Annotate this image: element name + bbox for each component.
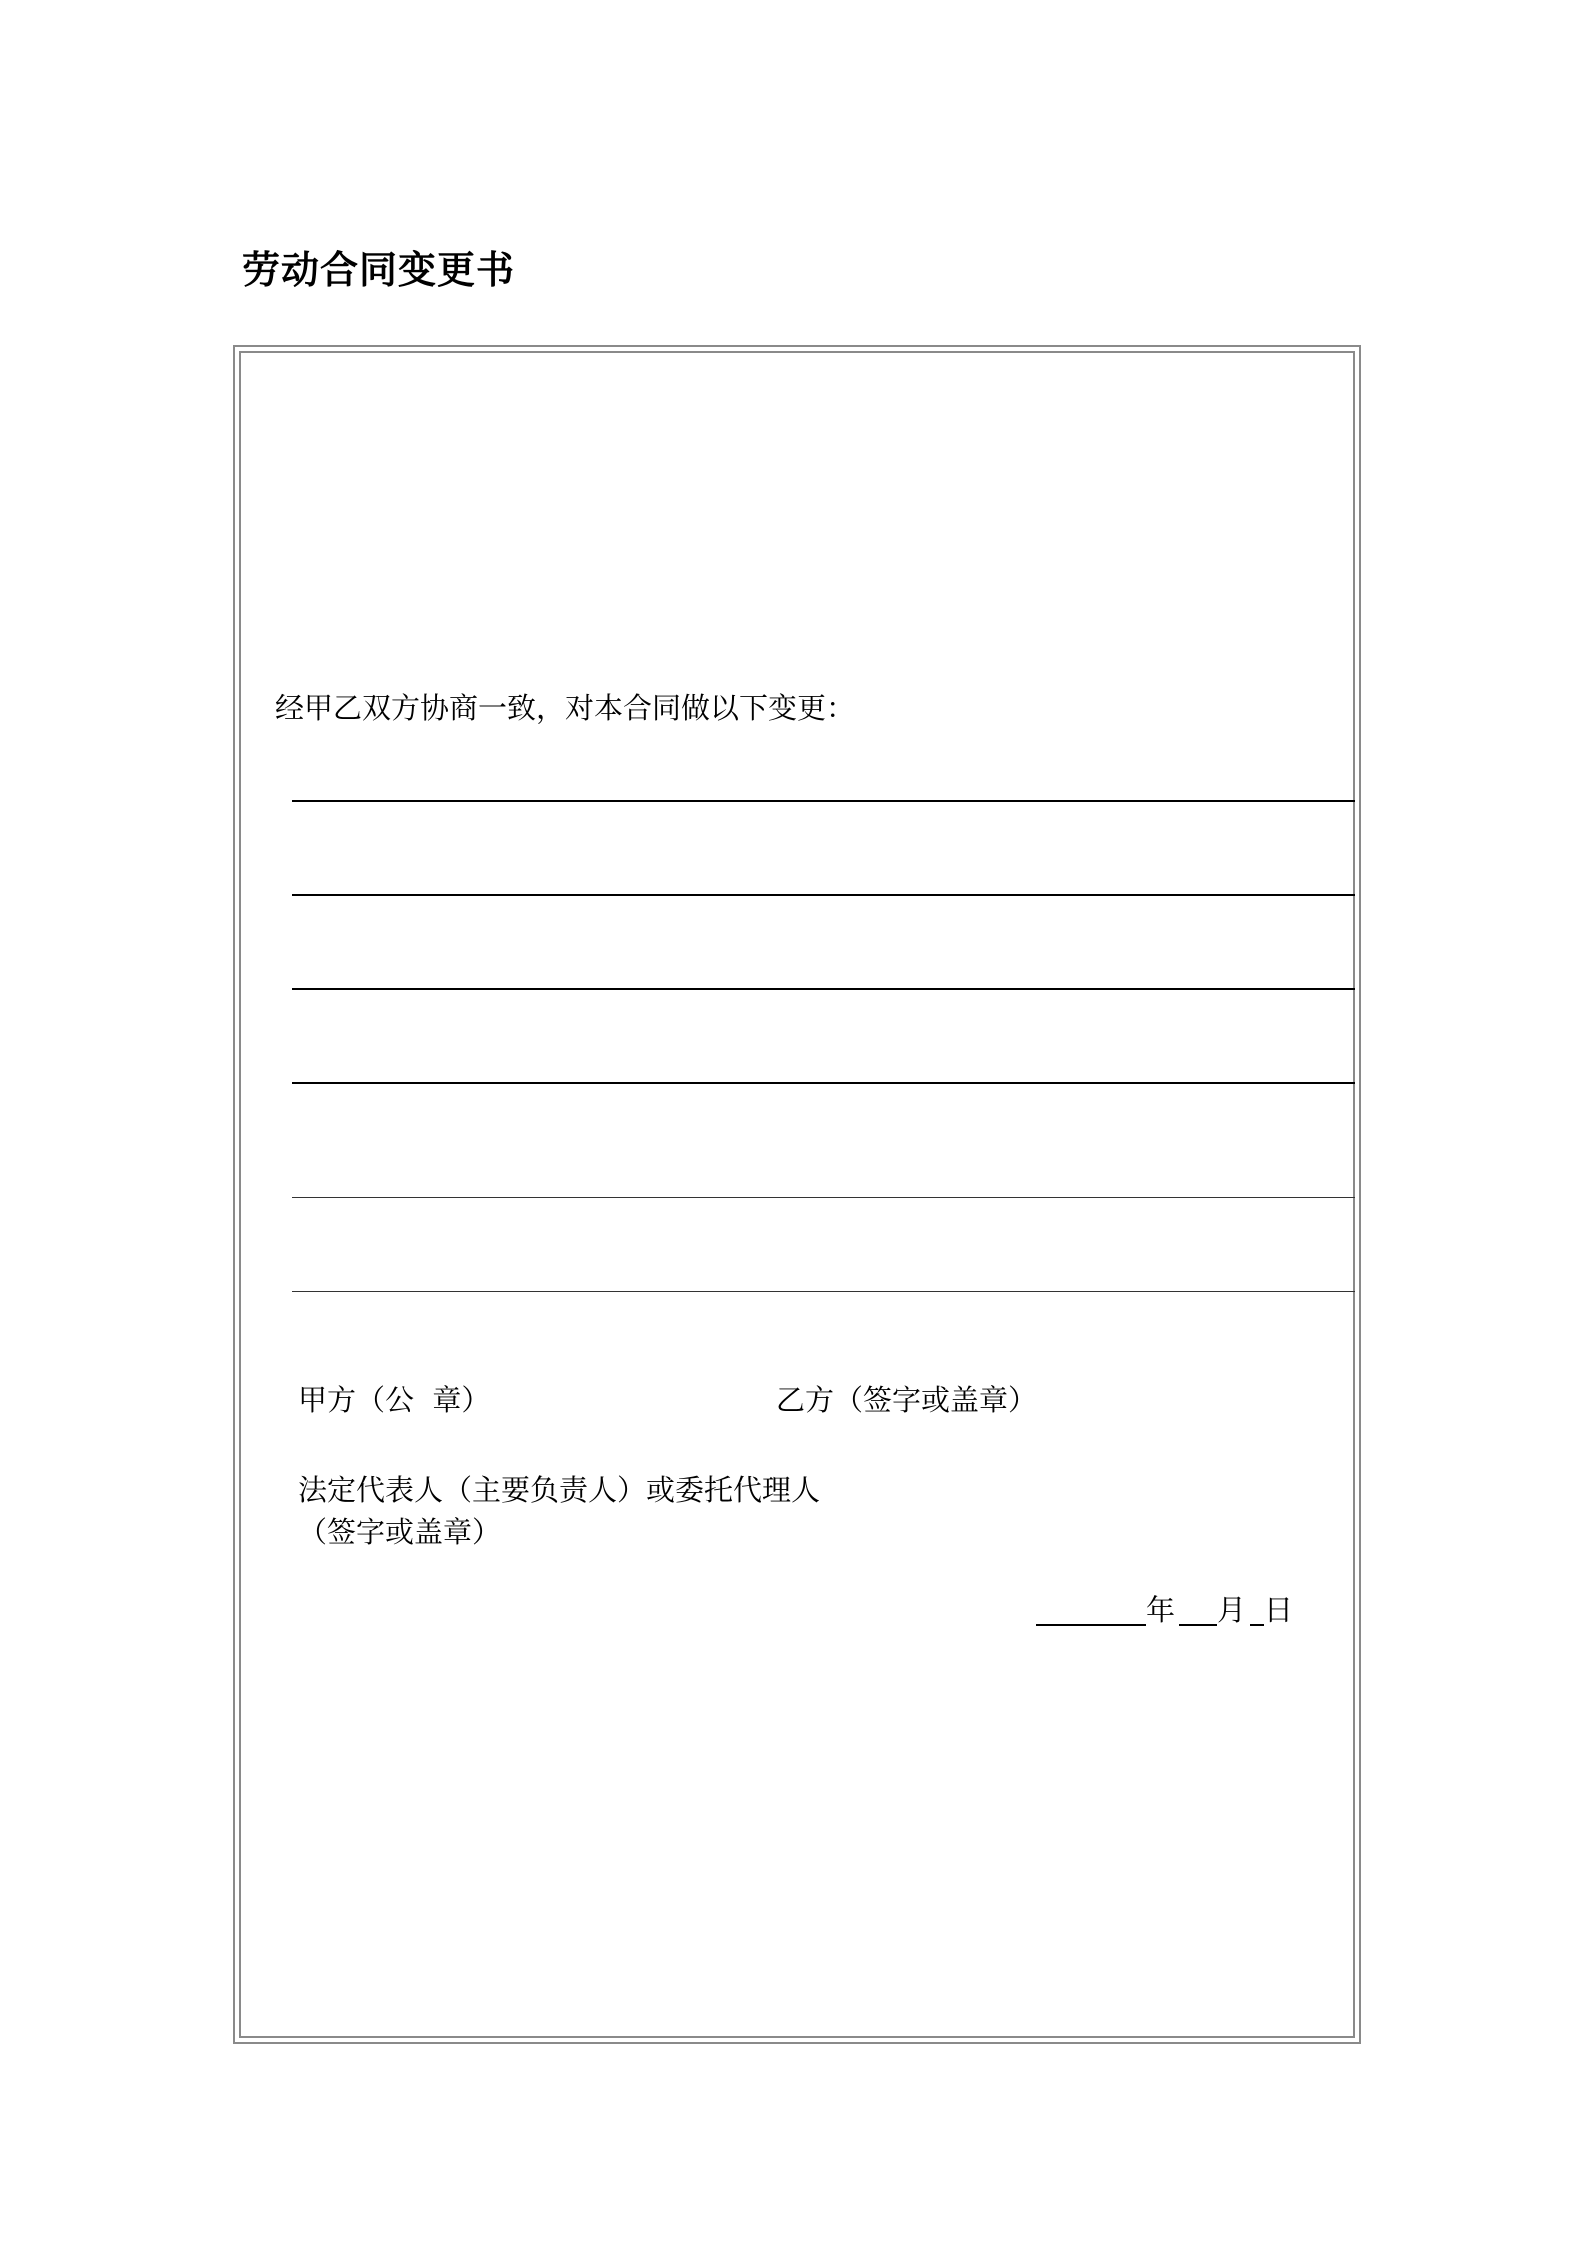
party-a-seal-label: 甲方（公 章）	[298, 1383, 491, 1417]
change-intro-text: 经甲乙双方协商一致，对本合同做以下变更：	[275, 691, 856, 725]
day-blank[interactable]	[1250, 1592, 1264, 1626]
day-label: 日	[1264, 1593, 1294, 1627]
change-entry-line-6[interactable]	[292, 1291, 1355, 1292]
change-entry-line-1[interactable]	[292, 800, 1355, 802]
legal-representative-signature-label: （签字或盖章）	[298, 1515, 502, 1549]
legal-representative-label: 法定代表人（主要负责人）或委托代理人	[298, 1473, 821, 1507]
form-frame-inner	[239, 351, 1355, 2038]
change-entry-line-4[interactable]	[292, 1082, 1355, 1084]
document-title: 劳动合同变更书	[242, 248, 516, 292]
date-line	[1036, 1590, 1293, 1630]
month-label: 月	[1217, 1593, 1247, 1627]
change-entry-line-5[interactable]	[292, 1197, 1355, 1198]
change-entry-line-3[interactable]	[292, 988, 1355, 990]
change-entry-line-2[interactable]	[292, 894, 1355, 896]
year-label: 年	[1146, 1593, 1176, 1627]
year-blank[interactable]	[1036, 1592, 1146, 1626]
party-b-signature-label: 乙方（签字或盖章）	[776, 1383, 1038, 1417]
month-blank[interactable]	[1179, 1592, 1217, 1626]
